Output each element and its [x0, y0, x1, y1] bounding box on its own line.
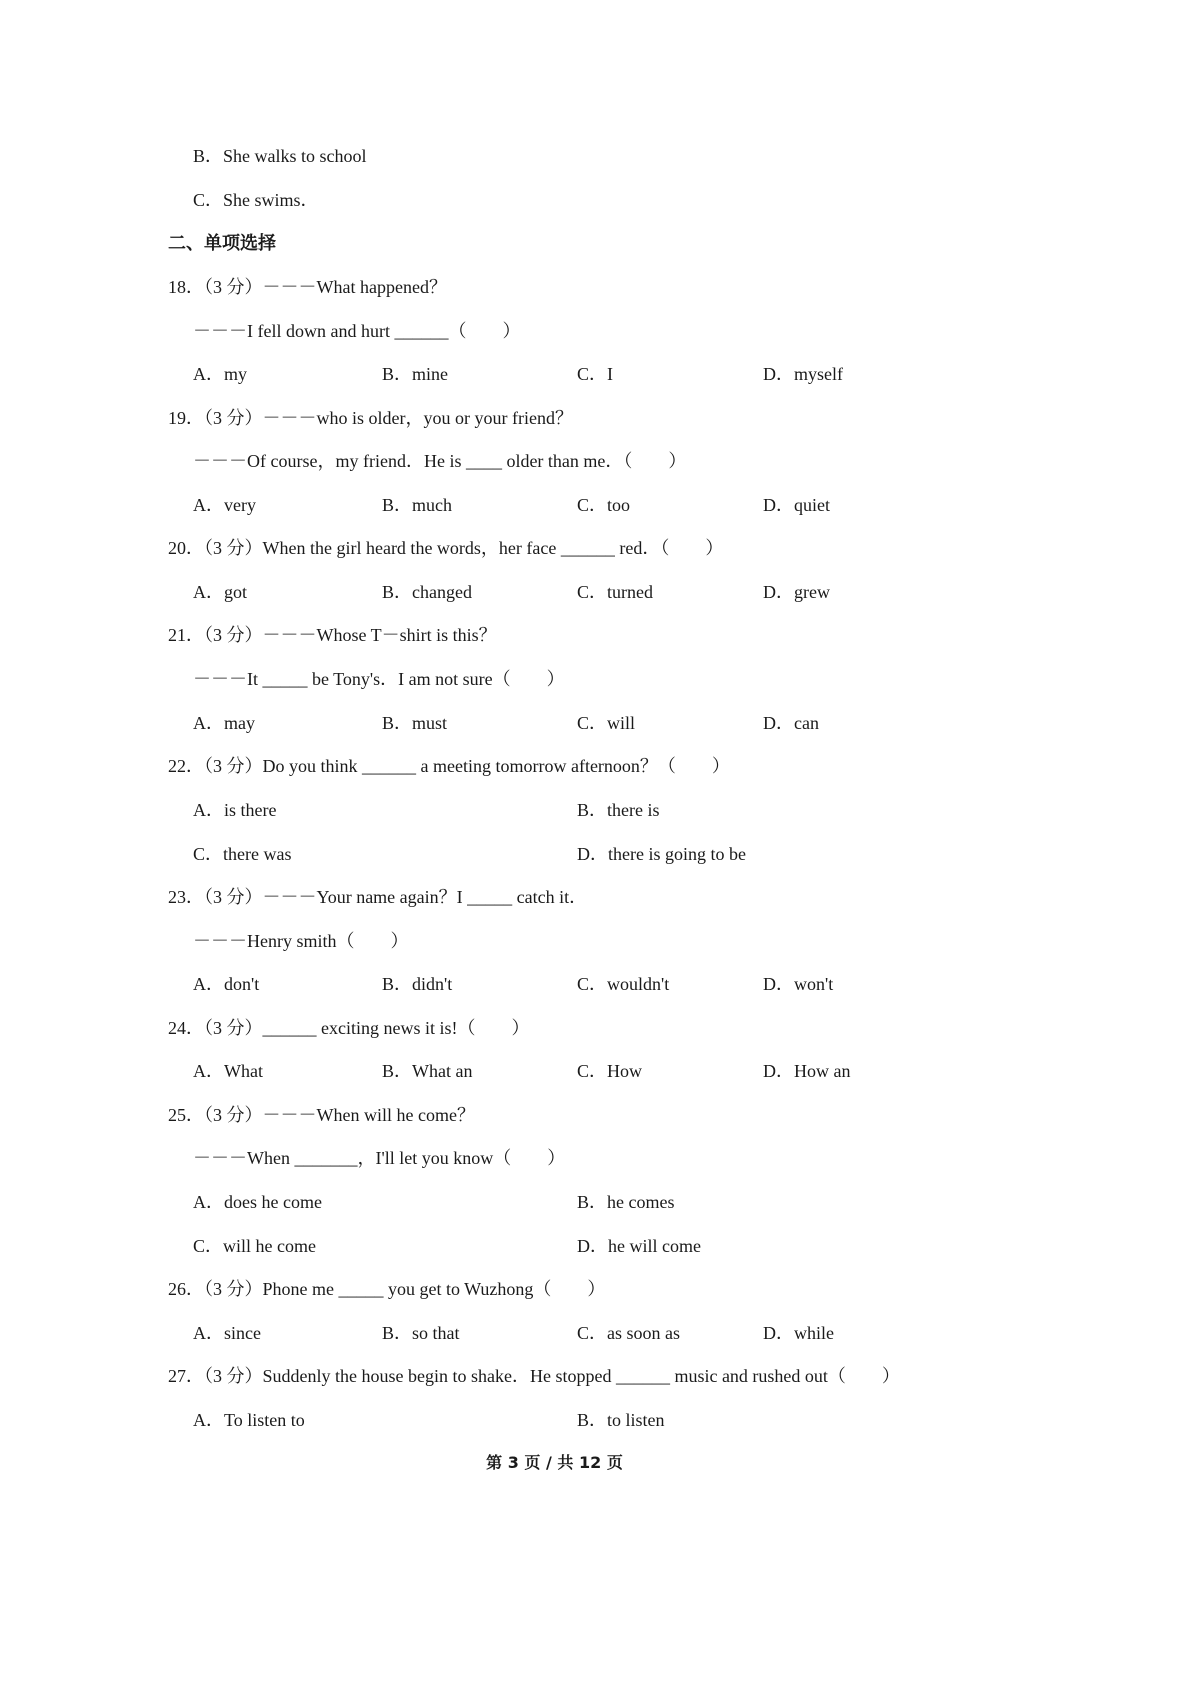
- option-c: C．wouldn't: [577, 974, 670, 994]
- question-stem: 25．（3 分）－－－When will he come？: [168, 1105, 475, 1125]
- option-b: B．mine: [382, 364, 448, 384]
- question-stem: 22．（3 分）Do you think ______ a meeting tomorrow afternoon？（ ）: [168, 756, 730, 776]
- option-a: A．does he come: [193, 1192, 322, 1212]
- prev-option-b: B．She walks to school: [193, 146, 367, 166]
- option-b: B．changed: [382, 582, 472, 602]
- option-d: D．quiet: [763, 495, 830, 515]
- section-title: 二、单项选择: [168, 233, 276, 253]
- option-d: D．myself: [763, 364, 843, 384]
- option-a: A．my: [193, 364, 247, 384]
- option-c: C．will he come: [193, 1236, 316, 1256]
- option-c: C．there was: [193, 844, 292, 864]
- option-b: B．much: [382, 495, 452, 515]
- option-b: B．he comes: [577, 1192, 675, 1212]
- option-b: B．to listen: [577, 1410, 665, 1430]
- option-a: A．is there: [193, 800, 277, 820]
- option-c: C．I: [577, 364, 613, 384]
- option-a: A．don't: [193, 974, 260, 994]
- question-stem-continued: －－－I fell down and hurt ______（ ）: [193, 321, 521, 341]
- option-a: A．got: [193, 582, 247, 602]
- option-b: B．What an: [382, 1061, 473, 1081]
- question-stem: 26．（3 分）Phone me _____ you get to Wuzhong（ ）: [168, 1279, 606, 1299]
- option-c: C．How: [577, 1061, 643, 1081]
- option-b: B．so that: [382, 1323, 460, 1343]
- question-stem: 21．（3 分）－－－Whose T－shirt is this？: [168, 625, 497, 645]
- option-a: A．very: [193, 495, 256, 515]
- question-stem: 19．（3 分）－－－who is older，you or your friend？: [168, 408, 573, 428]
- question-stem: 20．（3 分）When the girl heard the words，her face ______ red．（ ）: [168, 538, 724, 558]
- prev-option-c: C．She swims．: [193, 190, 319, 210]
- option-d: D．grew: [763, 582, 830, 602]
- option-c: C．too: [577, 495, 631, 515]
- question-stem: 24．（3 分）______ exciting news it is!（ ）: [168, 1018, 530, 1038]
- question-stem: 18．（3 分）－－－What happened？: [168, 277, 447, 297]
- option-c: C．as soon as: [577, 1323, 680, 1343]
- option-b: B．didn't: [382, 974, 453, 994]
- question-stem: 23．（3 分）－－－Your name again？I _____ catch it．: [168, 887, 588, 907]
- option-a: A．To listen to: [193, 1410, 305, 1430]
- question-stem-continued: －－－Of course，my friend．He is ____ older than me．（ ）: [193, 451, 687, 471]
- option-d: D．won't: [763, 974, 834, 994]
- option-b: B．must: [382, 713, 448, 733]
- option-d: D．he will come: [577, 1236, 701, 1256]
- option-d: D．while: [763, 1323, 834, 1343]
- question-stem-continued: －－－When _______，I'll let you know（ ）: [193, 1148, 566, 1168]
- option-b: B．there is: [577, 800, 660, 820]
- page-footer: 第 3 页 / 共 12 页: [486, 1453, 623, 1472]
- option-a: A．since: [193, 1323, 261, 1343]
- option-d: D．can: [763, 713, 819, 733]
- question-stem-continued: －－－It _____ be Tony's．I am not sure（ ）: [193, 669, 565, 689]
- option-a: A．What: [193, 1061, 263, 1081]
- option-a: A．may: [193, 713, 255, 733]
- option-d: D．there is going to be: [577, 844, 746, 864]
- option-c: C．turned: [577, 582, 653, 602]
- option-d: D．How an: [763, 1061, 851, 1081]
- option-c: C．will: [577, 713, 636, 733]
- question-stem-continued: －－－Henry smith（ ）: [193, 931, 409, 951]
- question-stem: 27．（3 分）Suddenly the house begin to shake．He stopped ______ music and rushed out（ ）: [168, 1366, 900, 1386]
